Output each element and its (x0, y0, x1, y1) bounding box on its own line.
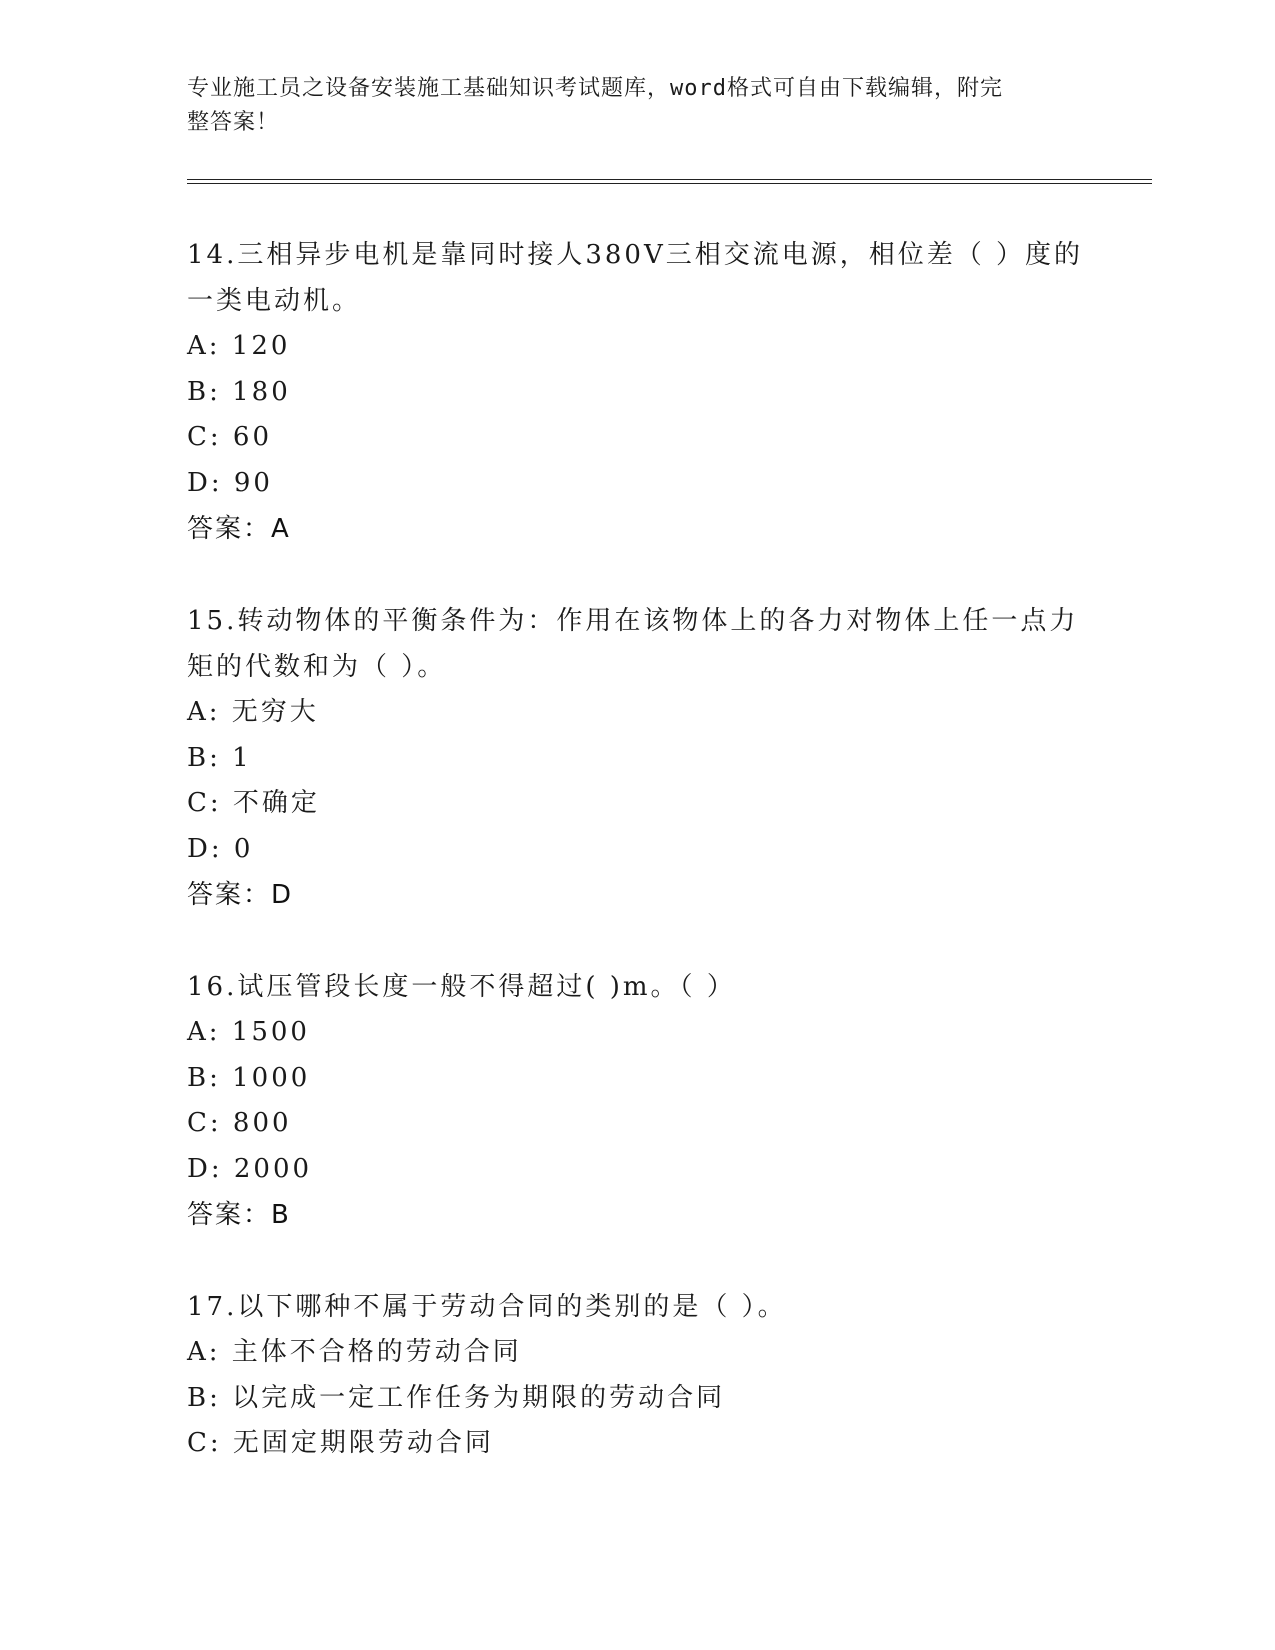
answer: 答案：D (187, 880, 294, 910)
question-stem (187, 232, 1087, 324)
option-b: B: 180 (187, 376, 291, 407)
document-header (187, 72, 1087, 140)
option-a: A: 1500 (187, 1017, 310, 1047)
answer: 答案：B (187, 1200, 291, 1230)
question-stem-line: 16.试压管段长度一般不得超过( )m。（ ） (187, 972, 736, 1002)
option-c: C: 800 (187, 1108, 292, 1138)
question-list (187, 232, 1087, 1513)
question-stem-line: 矩的代数和为（ ）。 (187, 652, 447, 682)
question-stem (187, 964, 1087, 1010)
option-d: D: 90 (187, 467, 273, 498)
question-stem (187, 598, 1087, 690)
option-a: A: 无穷大 (187, 697, 319, 727)
question-stem-line: 17.以下哪种不属于劳动合同的类别的是（ ）。 (187, 1292, 787, 1322)
option-d: D: 2000 (187, 1153, 313, 1184)
question-17 (187, 1284, 1087, 1467)
option-c: C: 60 (187, 422, 273, 452)
question-15 (187, 598, 1087, 918)
question-stem-line: 15.转动物体的平衡条件为：作用在该物体上的各力对物体上任一点力 (187, 606, 1079, 636)
option-b: B: 1000 (187, 1062, 311, 1093)
option-d: D: 0 (187, 833, 254, 864)
answer: 答案：A (187, 514, 291, 544)
question-16 (187, 964, 1087, 1238)
header-divider (187, 179, 1152, 184)
option-b: B: 1 (187, 742, 252, 773)
question-stem-line: 14.三相异步电机是靠同时接人380V三相交流电源，相位差（ ）度的 (187, 240, 1084, 270)
question-14 (187, 232, 1087, 552)
option-c: C: 不确定 (187, 788, 320, 818)
question-stem-line: 一类电动机。 (187, 286, 362, 316)
option-a: A: 主体不合格的劳动合同 (187, 1337, 522, 1367)
option-c: C: 无固定期限劳动合同 (187, 1428, 494, 1458)
option-b: B: 以完成一定工作任务为期限的劳动合同 (187, 1382, 726, 1413)
header-title-line1: 专业施工员之设备安装施工基础知识考试题库，word格式可自由下载编辑，附完 (187, 76, 1003, 101)
question-stem (187, 1284, 1087, 1330)
header-title-line2: 整答案！ (187, 110, 280, 135)
option-a: A: 120 (187, 331, 291, 361)
